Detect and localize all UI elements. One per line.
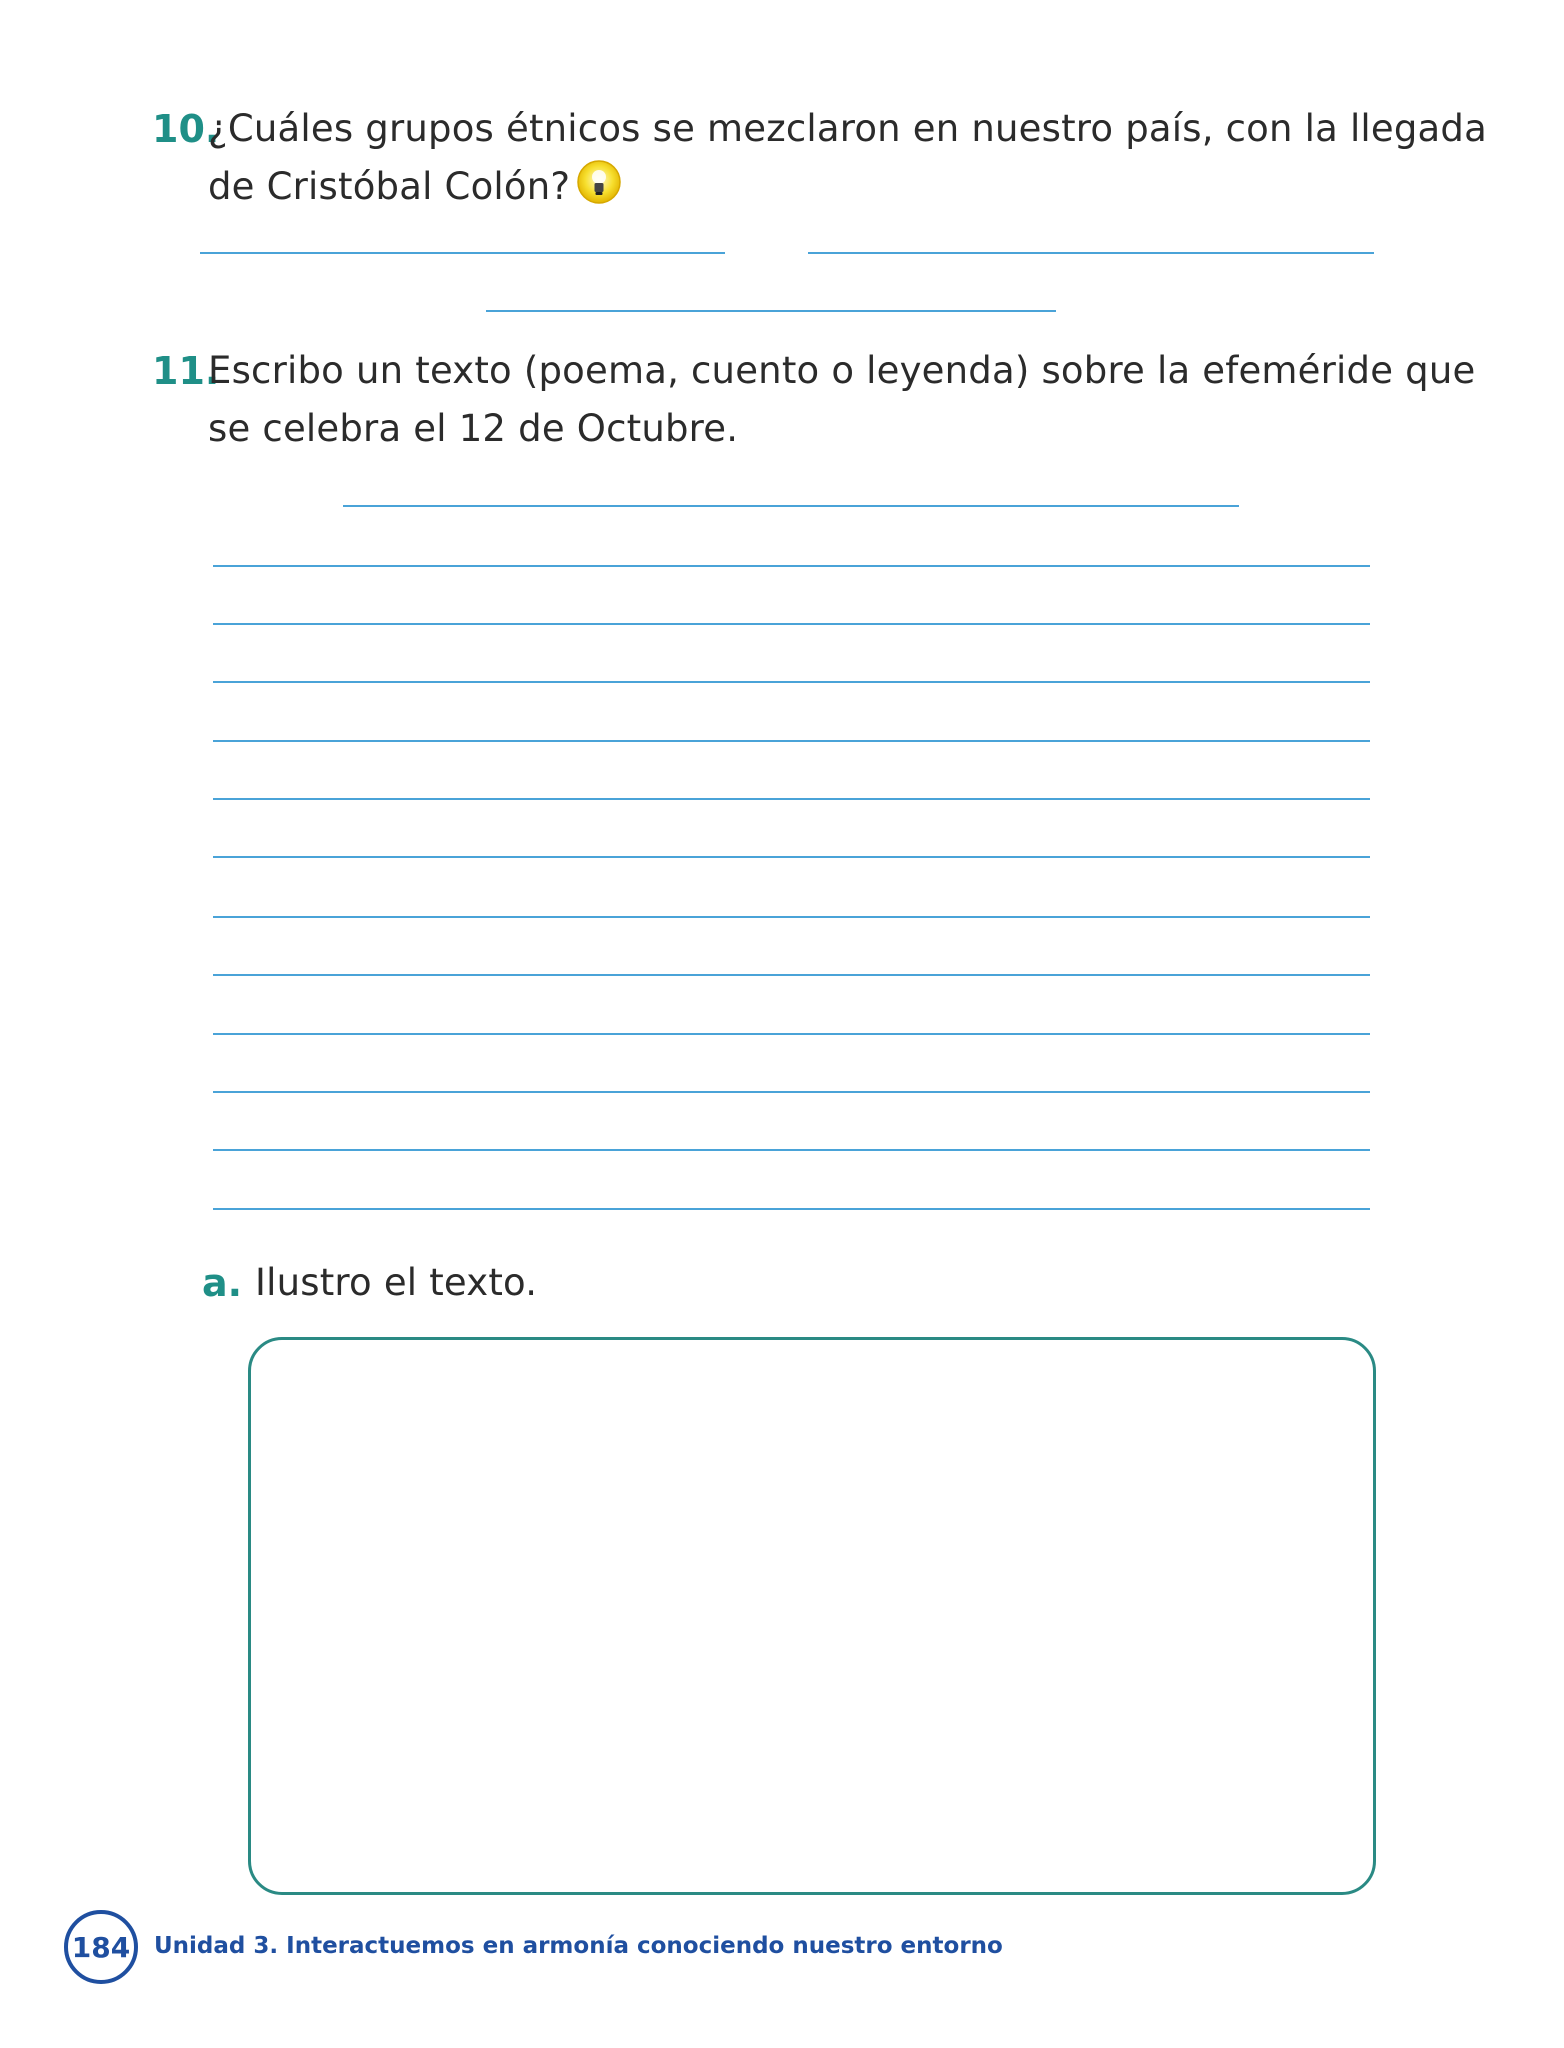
text-title-line[interactable] — [343, 505, 1239, 507]
question-10-line-2-wrap — [208, 158, 622, 216]
subitem-a-letter: a. — [202, 1261, 243, 1305]
writing-line[interactable] — [213, 798, 1370, 800]
subitem-a-text: Ilustro el texto. — [255, 1261, 538, 1304]
writing-line[interactable] — [213, 1149, 1370, 1151]
writing-line[interactable] — [213, 740, 1370, 742]
writing-line[interactable] — [213, 974, 1370, 976]
writing-line[interactable] — [213, 916, 1370, 918]
writing-line[interactable] — [213, 856, 1370, 858]
answer-line[interactable] — [486, 310, 1056, 312]
question-11-number: 11. — [152, 349, 220, 393]
writing-line[interactable] — [213, 565, 1370, 567]
writing-line[interactable] — [213, 1208, 1370, 1210]
page-number-badge: 184 — [64, 1910, 138, 1984]
question-10-number: 10. — [152, 107, 220, 151]
question-10-line-2: de Cristóbal Colón? — [208, 165, 571, 208]
question-10-line-1: ¿Cuáles grupos étnicos se mezclaron en nuestro país, con la llegada — [208, 107, 1487, 150]
writing-line[interactable] — [213, 1033, 1370, 1035]
lightbulb-icon — [576, 159, 622, 205]
question-11-line-1: Escribo un texto (poema, cuento o leyenda) sobre la efeméride que — [208, 349, 1476, 392]
writing-line[interactable] — [213, 623, 1370, 625]
writing-line[interactable] — [213, 681, 1370, 683]
unit-footer-text: Unidad 3. Interactuemos en armonía conociendo nuestro entorno — [154, 1933, 1003, 1959]
answer-line[interactable] — [808, 252, 1374, 254]
question-11-line-2: se celebra el 12 de Octubre. — [208, 407, 739, 450]
answer-line[interactable] — [200, 252, 725, 254]
illustration-box[interactable] — [248, 1337, 1376, 1895]
writing-line[interactable] — [213, 1091, 1370, 1093]
